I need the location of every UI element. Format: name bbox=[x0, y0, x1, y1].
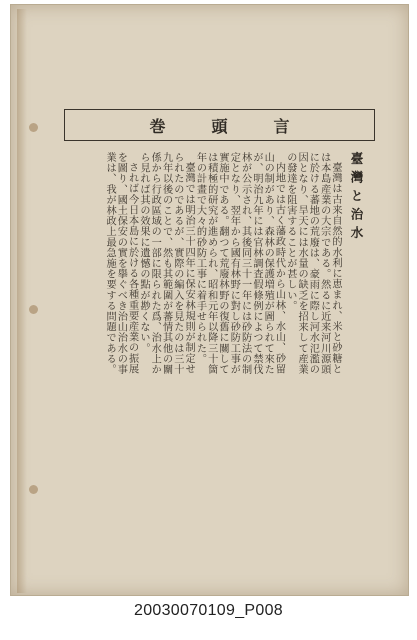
paragraph: 内地では古く藩政時代から山林、水山、砂留山の制があり、森林の保護増殖が圖られて來たが、明治九年には官林調査假條例によつて禁伐林が公示され、其後同三十一年には砂防法の制定となり、翌年から國有林野に對し砂防工事が實施中である。翻つて荒廢林野の復舊に關しては積極的研究が進められ、昭和元年以降三十箇年の計畫で大々的砂防工事に着手せられた。 bbox=[194, 152, 285, 375]
binding-hole bbox=[29, 305, 38, 314]
header-title-box bbox=[64, 109, 375, 141]
paragraph: 臺灣では明治三十四年に保安林規則が制定せられたのであるが、實際の編入を見たのは三十九年以後のことで、然も其範圍が蕃情其他の關係から行政區域の一部に限られた爲、治水上から見れば其の效果に遺憾の點が尠くない。 bbox=[137, 152, 195, 375]
binding-hole bbox=[29, 485, 38, 494]
binding-hole bbox=[29, 123, 38, 132]
paragraph: 臺灣は古来自然的水利に恵まれ、米と砂糖とは本島産業の大宗である。然るに近来河川源頭に於ける蕃地の荒廢は、豪雨に際し河水氾濫の因となり、旱天には水量の缺乏を招来して産業の發達を阻害することが甚しい。 bbox=[284, 152, 341, 375]
image-caption: 20030070109_P008 bbox=[134, 602, 283, 619]
header-title: 巻頭言 bbox=[149, 116, 336, 136]
body-text bbox=[104, 152, 341, 384]
paragraph: されば今日本島に於ける各種重要産業の振展を圖り、國土保安の實を擧ぐべき治山治水の事業は、我が林政上最急施を要する問題である。 bbox=[104, 152, 138, 375]
section-title: 臺灣と治水 bbox=[349, 152, 364, 245]
